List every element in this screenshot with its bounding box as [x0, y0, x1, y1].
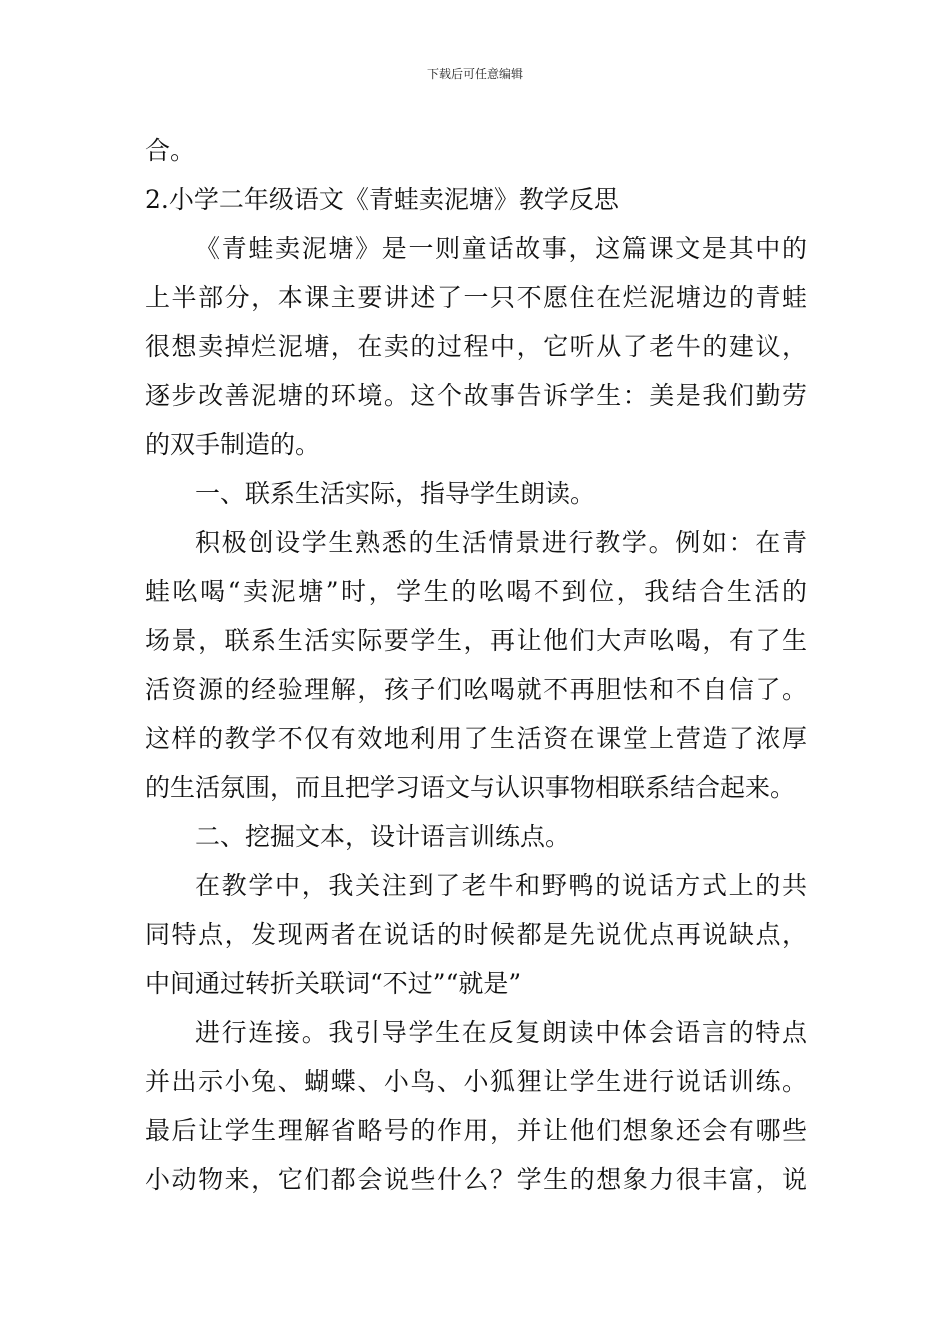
text-line: 在教学中，我关注到了老牛和野鸭的说话方式上的共 [195, 871, 807, 900]
text-line: 中间通过转折关联词“不过”“就是” [145, 969, 522, 998]
text-line: 的双手制造的。 [145, 430, 321, 459]
text-line: 并出示小兔、蝴蝶、小鸟、小狐狸让学生进行说话训练。 [145, 1067, 807, 1096]
section-title: 2.小学二年级语文《青蛙卖泥塘》教学反思 [145, 185, 619, 214]
text-line: 逐步改善泥塘的环境。这个故事告诉学生：美是我们勤劳 [145, 381, 807, 410]
text-line: 很想卖掉烂泥塘，在卖的过程中，它听从了老牛的建议， [145, 332, 807, 361]
text-line: 蛙吆喝“卖泥塘”时，学生的吆喝不到位，我结合生活的 [145, 577, 807, 606]
text-line: 积极创设学生熟悉的生活情景进行教学。例如：在青 [195, 528, 807, 557]
text-line: 合。 [145, 136, 196, 165]
text-line: 活资源的经验理解，孩子们吆喝就不再胆怯和不自信了。 [145, 675, 807, 704]
document-body [145, 126, 807, 1204]
text-line: 《青蛙卖泥塘》是一则童话故事，这篇课文是其中的 [195, 234, 807, 263]
text-line: 小动物来，它们都会说些什么？学生的想象力很丰富，说 [145, 1165, 807, 1194]
subheading: 二、挖掘文本，设计语言训练点。 [195, 822, 571, 851]
text-line: 进行连接。我引导学生在反复朗读中体会语言的特点 [195, 1018, 807, 1047]
text-line: 同特点，发现两者在说话的时候都是先说优点再说缺点， [145, 920, 807, 949]
text-line: 的生活氛围，而且把学习语文与认识事物相联系结合起来。 [145, 773, 796, 802]
text-line: 这样的教学不仅有效地利用了生活资在课堂上营造了浓厚 [145, 724, 807, 753]
text-line: 最后让学生理解省略号的作用，并让他们想象还会有哪些 [145, 1116, 807, 1145]
subheading: 一、联系生活实际，指导学生朗读。 [195, 479, 596, 508]
text-line: 场景，联系生活实际要学生，再让他们大声吆喝，有了生 [145, 626, 807, 655]
text-line: 上半部分，本课主要讲述了一只不愿住在烂泥塘边的青蛙 [145, 283, 807, 312]
page-header: 下载后可任意编辑 [426, 67, 523, 81]
